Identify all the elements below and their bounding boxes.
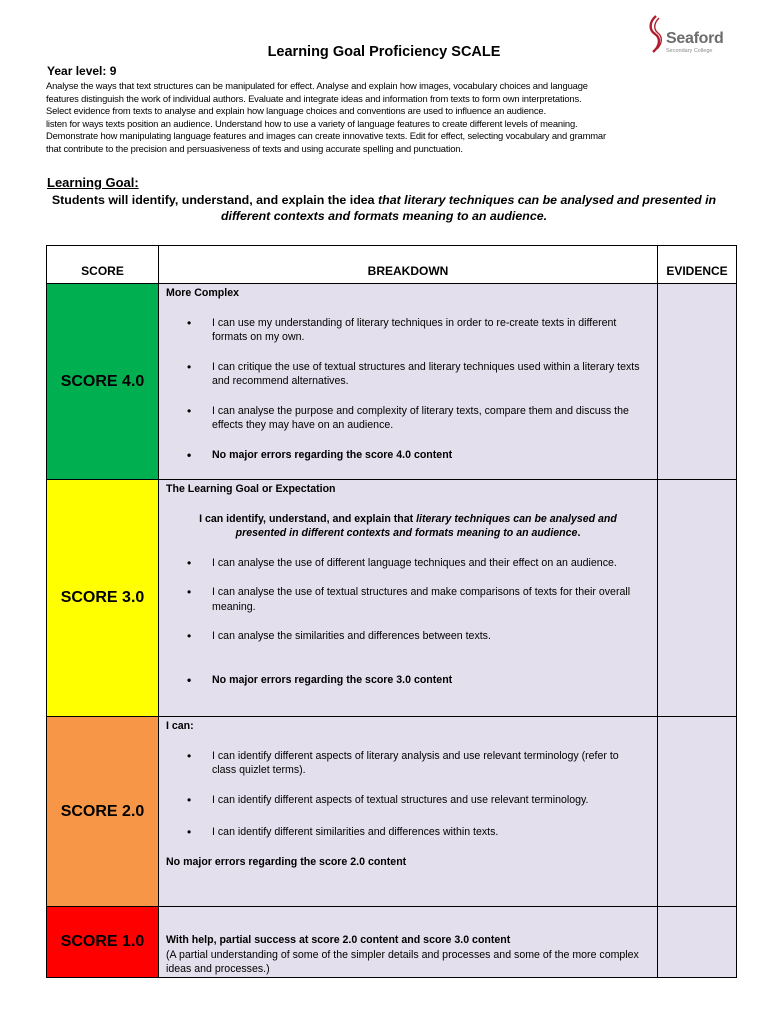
score-2-cell: SCORE 2.0 — [47, 717, 159, 907]
description-line: features distinguish the work of individual authors. Evaluate and integrate ideas and information from texts to form own interpretations. — [46, 92, 582, 104]
learning-goal-statement — [46, 192, 722, 224]
score-1-evidence[interactable] — [658, 907, 737, 978]
table-row — [47, 284, 737, 480]
list-item: • I can identify different aspects of literary analysis and use relevant terminology (refer to class quizlet terms). — [166, 749, 650, 778]
score-1-breakdown — [159, 907, 658, 978]
year-level: Year level: 9 — [47, 64, 117, 78]
list-item: • I can use my understanding of literary techniques in order to re-create texts in different formats on my own. — [166, 316, 650, 345]
list-item: • No major errors regarding the score 4.0 content — [166, 448, 650, 463]
logo-name: Seaford — [666, 30, 724, 47]
score-4-list — [166, 316, 650, 463]
score-1-cell: SCORE 1.0 — [47, 907, 159, 978]
proficiency-scale-table — [46, 245, 737, 978]
description-line: listen for ways texts position an audience. Understand how to use a variety of language features to create different levels of meaning. — [46, 117, 578, 129]
page-title: Learning Goal Proficiency SCALE — [267, 44, 501, 60]
list-item: • I can analyse the purpose and complexity of literary texts, compare them and discuss the effects they may have on an audience. — [166, 404, 650, 433]
score-3-breakdown — [159, 480, 658, 717]
score-3-list — [166, 556, 650, 688]
curriculum-description — [46, 80, 726, 155]
score-4-cell: SCORE 4.0 — [47, 284, 159, 480]
list-item: • I can analyse the use of textual structures and make comparisons of texts for their overall meaning. — [166, 585, 650, 614]
list-item: • I can critique the use of textual structures and literary techniques used within a literary texts and recommend alternatives. — [166, 360, 650, 389]
score-3-statement — [176, 512, 640, 541]
list-item: • I can identify different aspects of textual structures and use relevant terminology. — [166, 793, 650, 808]
list-item: • I can analyse the use of different language techniques and their effect on an audience. — [166, 556, 650, 571]
score-3-statement-end: . — [577, 527, 581, 539]
score-2-breakdown — [159, 717, 658, 907]
description-line: Demonstrate how manipulating language features and images can create innovative texts. Edit for effect, selecting vocabulary and grammar — [46, 130, 606, 141]
score-4-evidence[interactable] — [658, 284, 737, 480]
logo-emblem-icon — [646, 14, 666, 54]
score-2-heading: I can: — [166, 720, 194, 732]
school-logo — [646, 14, 726, 60]
description-line: Analyse the ways that text structures can be manipulated for effect. Analyse and explain how images, vocabulary choices and language — [46, 80, 588, 91]
header-breakdown: BREAKDOWN — [159, 246, 658, 284]
description-line: Select evidence from texts to analyse and explain how language choices and conventions are used to influence an audience. — [46, 105, 546, 116]
score-2-evidence[interactable] — [658, 717, 737, 907]
learning-goal-italic: that literary techniques can be analysed and presented in different contexts and formats meaning to an audience. — [220, 193, 717, 223]
table-row — [47, 717, 737, 907]
list-item: • I can analyse the similarities and differences between texts. — [166, 629, 650, 644]
score-2-list — [166, 749, 650, 840]
score-3-statement-plain: I can identify, understand, and explain that — [199, 512, 417, 525]
header-score: SCORE — [47, 246, 159, 284]
table-row — [47, 480, 737, 717]
score-4-breakdown — [159, 284, 658, 480]
description-line: that contribute to the precision and persuasiveness of texts and using accurate spelling and punctuation. — [46, 142, 463, 154]
list-item: • I can identify different similarities and differences within texts. — [166, 825, 650, 840]
list-item: • No major errors regarding the score 3.0 content — [166, 673, 650, 688]
score-3-heading: The Learning Goal or Expectation — [166, 483, 336, 495]
table-row — [47, 907, 737, 978]
score-1-note: (A partial understanding of some of the simpler details and processes and some of the more complex ideas and processes.) — [166, 948, 639, 975]
score-2-final: No major errors regarding the score 2.0 content — [166, 855, 407, 868]
score-3-evidence[interactable] — [658, 480, 737, 717]
learning-goal-heading: Learning Goal: — [47, 175, 139, 190]
score-4-heading: More Complex — [166, 287, 239, 299]
header-evidence: EVIDENCE — [658, 246, 737, 284]
score-1-heading: With help, partial success at score 2.0 content and score 3.0 content — [166, 934, 511, 946]
table-header-row — [47, 246, 737, 284]
score-3-statement-italic: literary techniques can be analysed and presented in different contexts and formats meaning to an audience — [235, 512, 617, 539]
learning-goal-plain: Students will identify, understand, and explain the idea — [51, 193, 378, 207]
score-3-cell: SCORE 3.0 — [47, 480, 159, 717]
logo-subtitle: Secondary College — [666, 48, 713, 54]
